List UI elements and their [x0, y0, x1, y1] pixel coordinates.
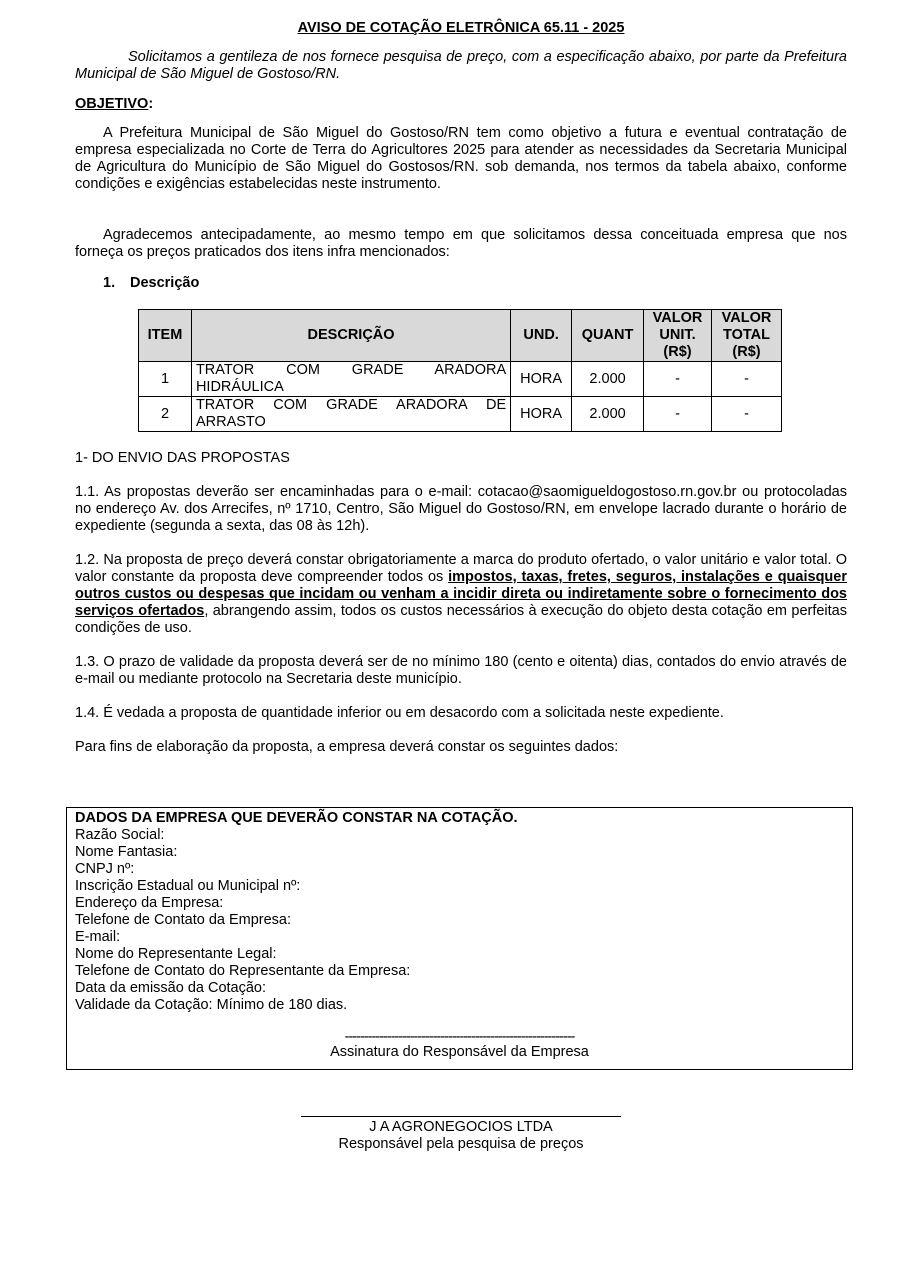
cell-quant: 2.000 — [572, 397, 644, 432]
envio-heading: 1- DO ENVIO DAS PROPOSTAS — [75, 450, 290, 466]
footer-company: J A AGRONEGOCIOS LTDA — [369, 1119, 553, 1135]
cell-und: HORA — [511, 397, 572, 432]
header-descricao: DESCRIÇÃO — [191, 310, 510, 362]
objetivo-heading-text: OBJETIVO — [75, 96, 149, 112]
dados-field: Nome do Representante Legal: — [75, 946, 277, 962]
header-und: UND. — [511, 310, 572, 362]
cell-valor-total: - — [712, 397, 782, 432]
footer-signature — [301, 1116, 621, 1153]
envio-paragraph-dados: Para fins de elaboração da proposta, a empresa deverá constar os seguintes dados: — [75, 739, 619, 755]
descricao-section-heading — [103, 275, 847, 292]
envio-p12-part-a: 1.2. Na proposta de preço deverá constar obrigatoriamente a marca do produto ofertado, o valor unitário e valor total. O valor constante da proposta deve compreender todos os — [75, 552, 847, 585]
cell-item: 2 — [139, 397, 192, 432]
signature-line: ------------------------------------------------------------ — [344, 1029, 575, 1045]
cell-valor-unit: - — [644, 397, 712, 432]
envio-paragraph-1-2 — [75, 552, 847, 637]
dados-field: Razão Social: — [75, 827, 165, 843]
items-table — [138, 309, 782, 432]
envio-paragraph-1-4: 1.4. É vedada a proposta de quantidade inferior ou em desacordo com a solicitada neste expediente. — [75, 705, 724, 721]
header-quant: QUANT — [572, 310, 644, 362]
cell-descricao-line2: HIDRÁULICA — [195, 379, 284, 395]
descricao-section-label: Descrição — [130, 275, 200, 291]
table-header-row — [139, 310, 782, 362]
dados-field: Validade da Cotação: Mínimo de 180 dias. — [75, 997, 348, 1013]
cell-valor-total: - — [712, 362, 782, 397]
header-item: ITEM — [139, 310, 192, 362]
signature-label: Assinatura do Responsável da Empresa — [330, 1044, 589, 1060]
footer-rule — [301, 1116, 621, 1117]
table-row — [139, 397, 782, 432]
objetivo-heading-colon: : — [148, 96, 154, 112]
envio-p12-part-c: , abrangendo assim, todos os custos necessários à execução do objeto desta cotação em perfeitas condições de uso. — [75, 603, 847, 636]
cell-descricao-line1: TRATOR COM GRADE ARADORA — [195, 362, 507, 378]
dados-field: E-mail: — [75, 929, 121, 945]
cell-item: 1 — [139, 362, 192, 397]
dados-empresa-box — [66, 807, 853, 1070]
dados-field: Telefone de Contato da Empresa: — [75, 912, 292, 928]
dados-field: Endereço da Empresa: — [75, 895, 224, 911]
dados-box-title: DADOS DA EMPRESA QUE DEVERÃO CONSTAR NA COTAÇÃO. — [75, 810, 518, 826]
dados-field: Inscrição Estadual ou Municipal nº: — [75, 878, 301, 894]
dados-field: Telefone de Contato do Representante da Empresa: — [75, 963, 411, 979]
cell-valor-unit: - — [644, 362, 712, 397]
objetivo-heading — [75, 96, 847, 113]
cell-und: HORA — [511, 362, 572, 397]
envio-paragraph-1-3: 1.3. O prazo de validade da proposta deverá ser de no mínimo 180 (cento e oitenta) dias, contados do envio através de e-mail ou mediante protocolo na Secretaria deste município. — [75, 654, 847, 687]
cell-quant: 2.000 — [572, 362, 644, 397]
cell-descricao — [191, 397, 510, 432]
dados-field: Nome Fantasia: — [75, 844, 178, 860]
envio-p12-bold: impostos, taxas, fretes, seguros, instalações e quaisquer outros custos ou despesas que incidam ou venham a incidir direta ou indiretamente sobre o fornecimento dos serviços ofertados — [75, 569, 847, 619]
cell-descricao — [191, 362, 510, 397]
document-title: AVISO DE COTAÇÃO ELETRÔNICA 65.11 - 2025 — [297, 20, 625, 36]
intro-paragraph: Solicitamos a gentileza de nos fornece pesquisa de preço, com a especificação abaixo, por parte da Prefeitura Municipal de São Miguel de Gostoso/RN. — [75, 49, 847, 82]
agradecimento-paragraph: Agradecemos antecipadamente, ao mesmo tempo em que solicitamos dessa conceituada empresa que nos forneça os preços praticados dos itens infra mencionados: — [75, 227, 847, 260]
descricao-section-number: 1. — [103, 275, 116, 291]
dados-field: CNPJ nº: — [75, 861, 135, 877]
header-valor-unit: VALOR UNIT. (R$) — [644, 310, 712, 362]
document-page — [75, 20, 847, 1152]
footer-role: Responsável pela pesquisa de preços — [338, 1136, 584, 1152]
header-valor-total: VALOR TOTAL (R$) — [712, 310, 782, 362]
dados-fields-list — [75, 827, 844, 1014]
cell-descricao-line2: ARRASTO — [195, 414, 266, 430]
dados-field: Data da emissão da Cotação: — [75, 980, 267, 996]
objetivo-paragraph: A Prefeitura Municipal de São Miguel do Gostoso/RN tem como objetivo a futura e eventual contratação de empresa especializada no Corte de Terra do Agricultores 2025 para atender as necessidades da Secretaria Municipal de Agricultura do Município de São Miguel do Gostosos/RN. sob demanda, nos termos da tabela abaixo, conforme condições e exigências estabelecidas neste instrumento. — [75, 125, 847, 192]
envio-paragraph-1-1: 1.1. As propostas deverão ser encaminhadas para o e-mail: cotacao@saomigueldogostoso.rn.gov.br ou protocoladas no endereço Av. dos Arrecifes, nº 1710, Centro, São Miguel do Gostoso/RN, em envelope lacrado durante o horário de expediente (segunda a sexta, das 08 às 12h). — [75, 484, 847, 534]
table-row — [139, 362, 782, 397]
cell-descricao-line1: TRATOR COM GRADE ARADORA DE — [195, 397, 507, 413]
